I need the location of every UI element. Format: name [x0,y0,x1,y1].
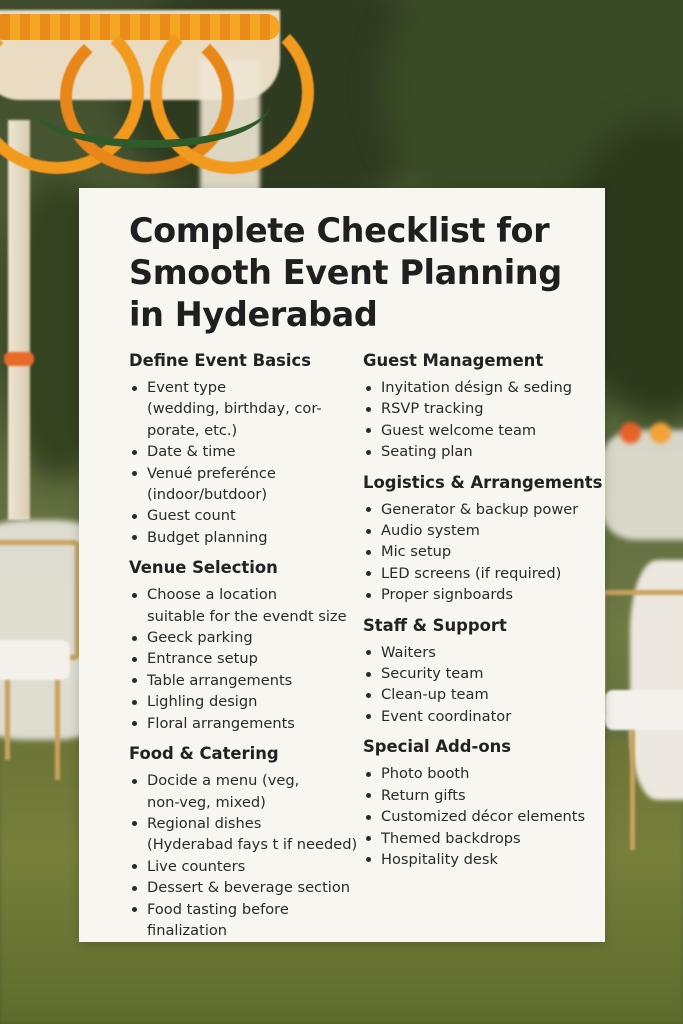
checklist-item-text: Venué preferénce (indoor/butdoor) [147,464,276,504]
section-define-event-basics [129,350,365,548]
checklist-item [363,663,599,684]
bullet-icon [132,593,137,598]
checklist-item-text: Event coordinator [381,707,512,725]
checklist-item [129,691,365,712]
checklist-item-text: Budget planning [147,528,268,546]
checklist-item-text: Live counters [147,857,246,875]
bullet-icon [366,693,371,698]
section-venue-selection [129,557,365,734]
checklist-item [363,520,599,541]
checklist-item [129,584,365,627]
checklist-item [363,541,599,562]
checklist-item-text: Choose a location suitable for the evendt size [147,586,347,625]
checklist-item-text: Proper signboards [381,586,513,604]
checklist-item-text: Return gifts [381,786,466,804]
checklist-item [129,627,365,648]
checklist-items [363,377,599,463]
checklist-item [363,441,599,462]
checklist-item-text: Hospitality desk [381,850,498,868]
bullet-icon [366,672,371,677]
checklist-item-text: Audio system [381,522,480,540]
bullet-icon [132,907,137,912]
bullet-icon [366,428,371,433]
checklist-item-text: Event type (wedding, birthday, cor- porate, etc.) [147,379,322,439]
checklist-item-text: Floral arrangements [147,714,295,732]
checklist-item-text: Security team [381,665,484,683]
checklist-items [363,763,599,870]
bullet-icon [366,507,371,512]
bullet-icon [132,636,137,641]
checklist-item-text: Regional dishes (Hyderabad fays t if needed) [147,814,358,854]
checklist-item [129,713,365,734]
section-staff-support [363,615,599,728]
bullet-icon [366,593,371,598]
section-title: Define Event Basics [129,351,311,370]
bullet-icon [132,657,137,662]
section-title: Staff & Support [363,615,507,635]
section-title: Logistics & Arrangements [363,472,603,492]
checklist-item-text: Seating plan [381,443,473,461]
bullet-icon [132,721,137,726]
flower-centerpiece [608,418,683,448]
checklist-item [363,377,599,398]
bullet-icon [366,550,371,555]
checklist-item [363,706,599,727]
checklist-item [129,648,365,669]
section-title: Special Add-ons [363,737,512,757]
checklist-item-text: Table arrangements [147,671,293,689]
checklist-item [363,806,599,827]
checklist-item-text: Waiters [381,643,436,661]
bullet-icon [132,514,137,519]
checklist-item [129,856,365,877]
bullet-icon [132,821,137,826]
checklist-item [363,849,599,870]
checklist-item-text: Guest count [147,507,236,525]
mandap-pillar [8,120,30,520]
bullet-icon [132,678,137,683]
bullet-icon [132,779,137,784]
checklist-item [363,563,599,584]
checklist-card [79,188,605,942]
bullet-icon [366,815,371,820]
bullet-icon [366,386,371,391]
checklist-item [129,670,365,691]
checklist-item [129,463,365,506]
right-column [363,350,603,879]
bullet-icon [132,700,137,705]
bullet-icon [366,772,371,777]
checklist-item [363,642,599,663]
bullet-icon [132,864,137,869]
checklist-item [129,377,365,441]
section-food-catering [129,743,365,941]
checklist-item [363,584,599,605]
section-title: Guest Management [363,351,544,370]
checklist-item [363,785,599,806]
section-title: Venue Selection [129,558,278,578]
checklist-item-text: Customized décor elements [381,808,586,826]
checklist-item-text: Clean-up team [381,686,489,704]
checklist-item-text: Guest welcome team [381,421,537,439]
checklist-item-text: Dessert & beverage section [147,879,351,897]
checklist-item [363,398,599,419]
bullet-icon [132,471,137,476]
checklist-item-text: Food tasting before finalization [147,900,289,939]
checklist-item-text: Generator & backup power [381,500,579,518]
checklist-item-text: Geeck parking [147,629,253,647]
checklist-items [129,584,365,734]
section-guest-management [363,350,599,463]
bullet-icon [366,450,371,455]
checklist-item-text: LED screens (if required) [381,564,562,582]
checklist-item [129,441,365,462]
checklist-items [363,499,599,606]
checklist-items [363,642,599,728]
checklist-item [129,813,365,856]
checklist-items [129,377,365,548]
checklist-item-text: Themed backdrops [381,829,521,847]
card-title: Complete Checklist for Smooth Event Planning in Hyderabad [129,211,562,334]
checklist-item [129,899,365,942]
bullet-icon [366,529,371,534]
bullet-icon [366,650,371,655]
checklist-item-text: Inyitation désign & seding [381,379,572,396]
checklist-item [363,499,599,520]
checklist-item [363,763,599,784]
bullet-icon [132,535,137,540]
checklist-item-text: Entrance setup [147,650,258,668]
checklist-item-text: RSVP tracking [381,400,484,418]
bullet-icon [366,407,371,412]
bullet-icon [366,836,371,841]
checklist-items [129,770,365,941]
checklist-item-text: Photo booth [381,765,470,783]
checklist-item [129,505,365,526]
checklist-item [129,877,365,898]
checklist-item-text: Mic setup [381,543,452,561]
bullet-icon [132,886,137,891]
bullet-icon [132,450,137,455]
checklist-item-text: Docide a menu (veg, non-veg, mixed) [147,772,300,811]
checklist-item-text: Date & time [147,443,236,461]
checklist-item-text: Lighling design [147,693,258,711]
section-special-add-ons [363,736,599,870]
bullet-icon [132,386,137,391]
checklist-item [363,420,599,441]
bullet-icon [366,714,371,719]
checklist-item [363,828,599,849]
section-logistics-arrangements [363,472,603,606]
bullet-icon [366,857,371,862]
left-column [129,350,365,950]
checklist-item [129,770,365,813]
checklist-item [129,527,365,548]
bullet-icon [366,571,371,576]
section-title: Food & Catering [129,744,279,764]
checklist-item [363,684,599,705]
bullet-icon [366,793,371,798]
